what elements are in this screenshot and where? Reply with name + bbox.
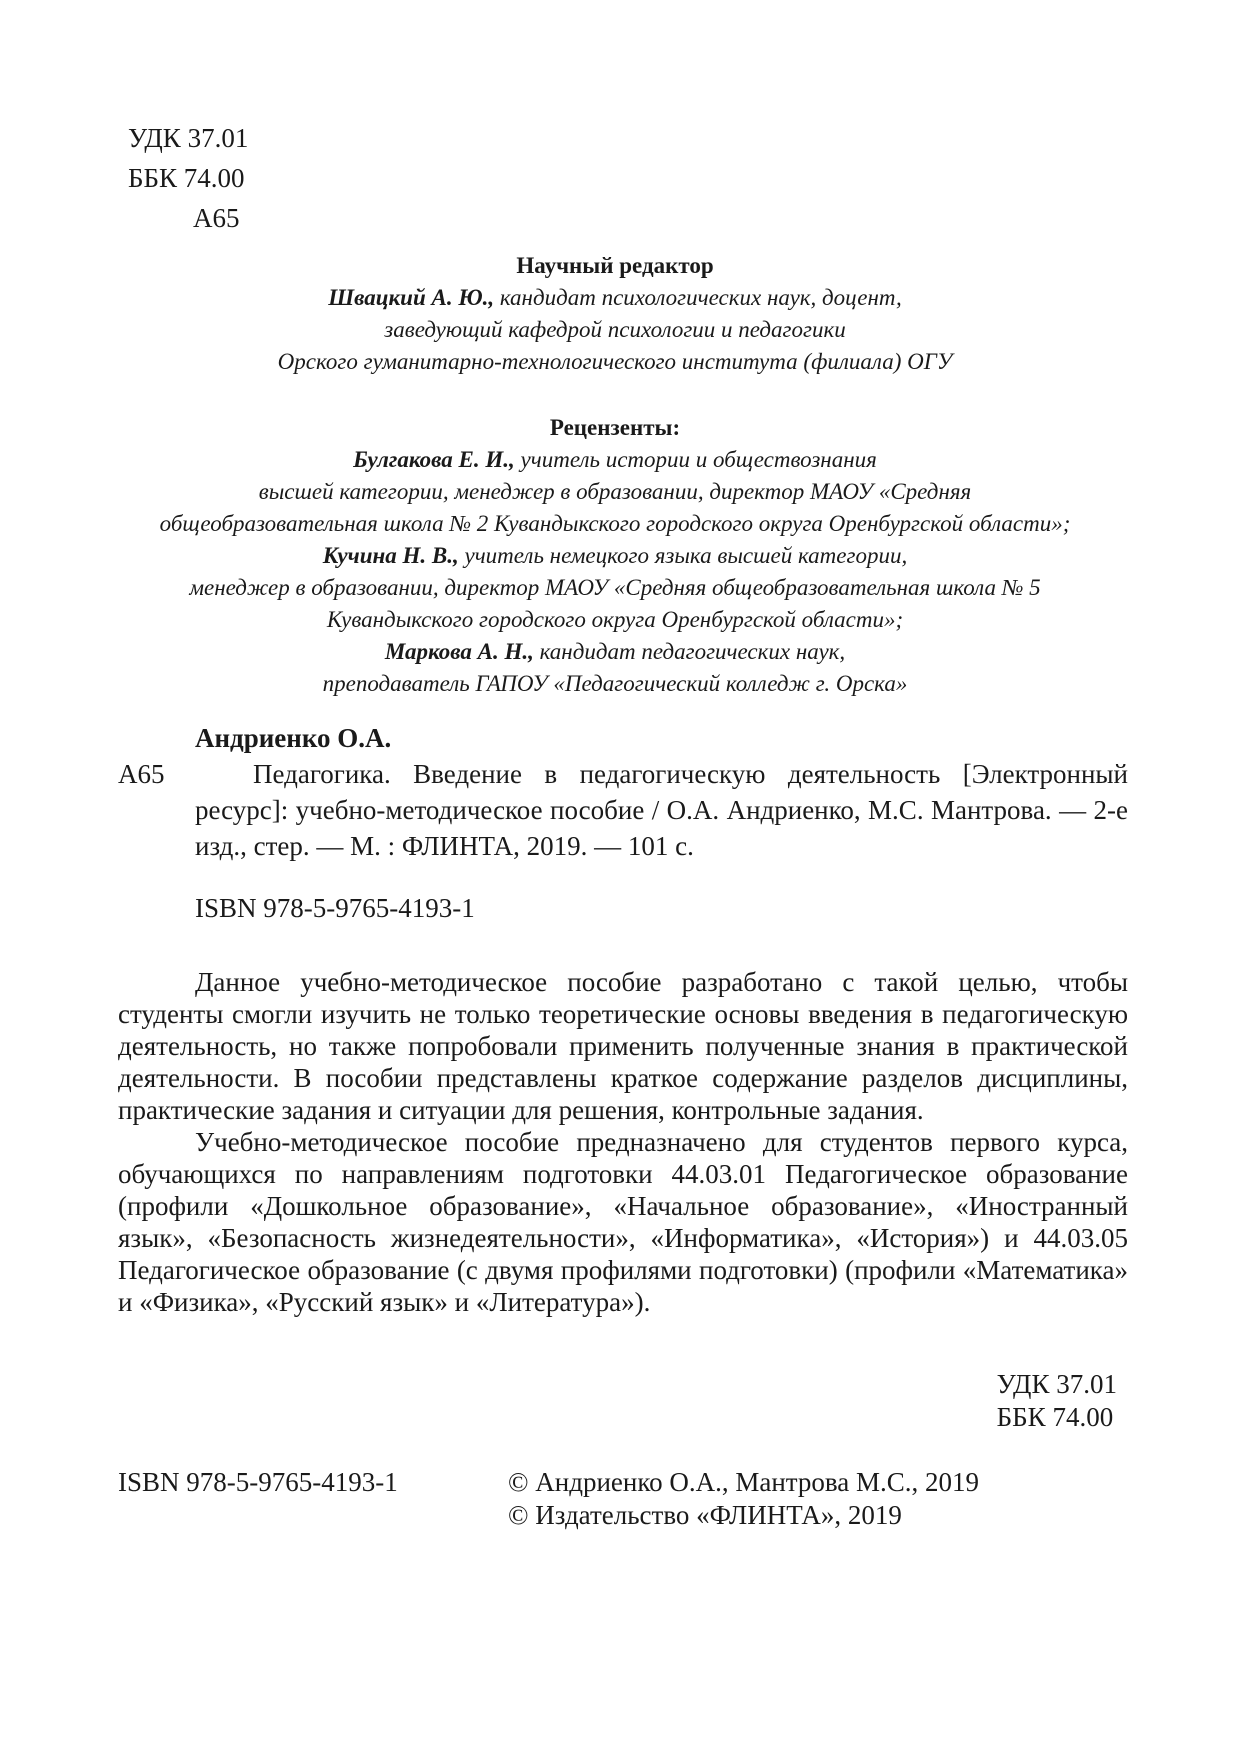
bbk-code: ББК 74.00 — [128, 163, 245, 193]
editor-credentials: кандидат психологических наук, доцент, — [494, 285, 902, 310]
reviewer-1-line-3: общеобразовательная школа № 2 Кувандыкского городского округа Оренбургской области»; — [159, 511, 1071, 536]
editor-line-2: заведующий кафедрой психологии и педагогики — [384, 317, 846, 342]
reviewer-3-line-1 — [110, 636, 1120, 668]
isbn-record: ISBN 978-5-9765-4193-1 — [195, 893, 475, 923]
author-heading: Андриенко О.А. — [195, 723, 392, 753]
copyright-publisher: © Издательство «ФЛИНТА», 2019 — [508, 1500, 902, 1530]
annotation-paragraph-1: Данное учебно-методическое пособие разработано с такой целью, чтобы студенты смогли изучить не только теоретические основы введения в педагогическую деятельность, но также попробовали применить полученные знания в практической деятельности. В пособии представлены краткое содержание разделов дисциплины, практические задания и ситуации для решения, контрольные задания. — [118, 967, 1128, 1125]
reviewer-2-line-1 — [110, 540, 1120, 572]
reviewer-2-name: Кучина Н. В., — [322, 543, 459, 568]
reviewer-2-line-3: Кувандыкского городского округа Оренбургской области»; — [326, 607, 904, 632]
annotation — [118, 966, 1128, 1318]
reviewer-3-line-2: преподаватель ГАПОУ «Педагогический колледж г. Орска» — [322, 671, 908, 696]
editor-name: Швацкий А. Ю., — [328, 285, 495, 310]
reviewers-heading: Рецензенты: — [549, 415, 681, 440]
reviewer-3-credentials: кандидат педагогических наук, — [533, 639, 846, 664]
copyright-notices — [508, 1466, 979, 1532]
bibliographic-code: А65 — [118, 759, 165, 789]
annotation-paragraph-2: Учебно-методическое пособие предназначено для студентов первого курса, обучающихся по направлениям подготовки 44.03.01 Педагогическое образование (профили «Дошкольное образование», «Начальное образование», «Иностранный язык», «Безопасность жизнедеятельности», «Информатика», «История») и 44.03.05 Педагогическое образование (с двумя профилями подготовки) (профили «Математика» и «Физика», «Русский язык» и «Литература»). — [118, 1127, 1128, 1317]
editor-heading: Научный редактор — [516, 253, 714, 278]
copyright-authors: © Андриенко О.А., Мантрова М.С., 2019 — [508, 1467, 980, 1497]
reviewer-1-line-2: высшей категории, менеджер в образовании, директор МАОУ «Средняя — [258, 479, 972, 504]
udk-code: УДК 37.01 — [128, 123, 249, 153]
reviewer-2-credentials: учитель немецкого языка высшей категории, — [458, 543, 908, 568]
bibliographic-description: Педагогика. Введение в педагогическую деятельность [Электронный ресурс]: учебно-методическое пособие / О.А. Андриенко, М.С. Мантрова. — 2-е изд., стер. — М. : ФЛИНТА, 2019. — 101 с. — [195, 759, 1128, 861]
bibliographic-record — [118, 756, 1128, 864]
reviewer-1-line-1 — [110, 444, 1120, 476]
footer-udk: УДК 37.01 — [996, 1369, 1117, 1399]
footer-bbk: ББК 74.00 — [996, 1402, 1114, 1432]
reviewers-block — [110, 412, 1120, 700]
editor-line-3: Орского гуманитарно-технологического института (филиала) ОГУ — [277, 349, 953, 374]
author-mark: А65 — [193, 203, 240, 233]
classification-block — [128, 118, 248, 238]
editor-line-1 — [110, 282, 1120, 314]
footer-isbn: ISBN 978-5-9765-4193-1 — [118, 1467, 398, 1497]
scientific-editor-block — [110, 250, 1120, 378]
reviewer-1-name: Булгакова Е. И., — [353, 447, 515, 472]
classification-footer — [997, 1368, 1117, 1434]
reviewer-3-name: Маркова А. Н., — [384, 639, 534, 664]
reviewer-1-credentials: учитель истории и обществознания — [514, 447, 877, 472]
reviewer-2-line-2: менеджер в образовании, директор МАОУ «Средняя общеобразовательная школа № 5 — [189, 575, 1041, 600]
